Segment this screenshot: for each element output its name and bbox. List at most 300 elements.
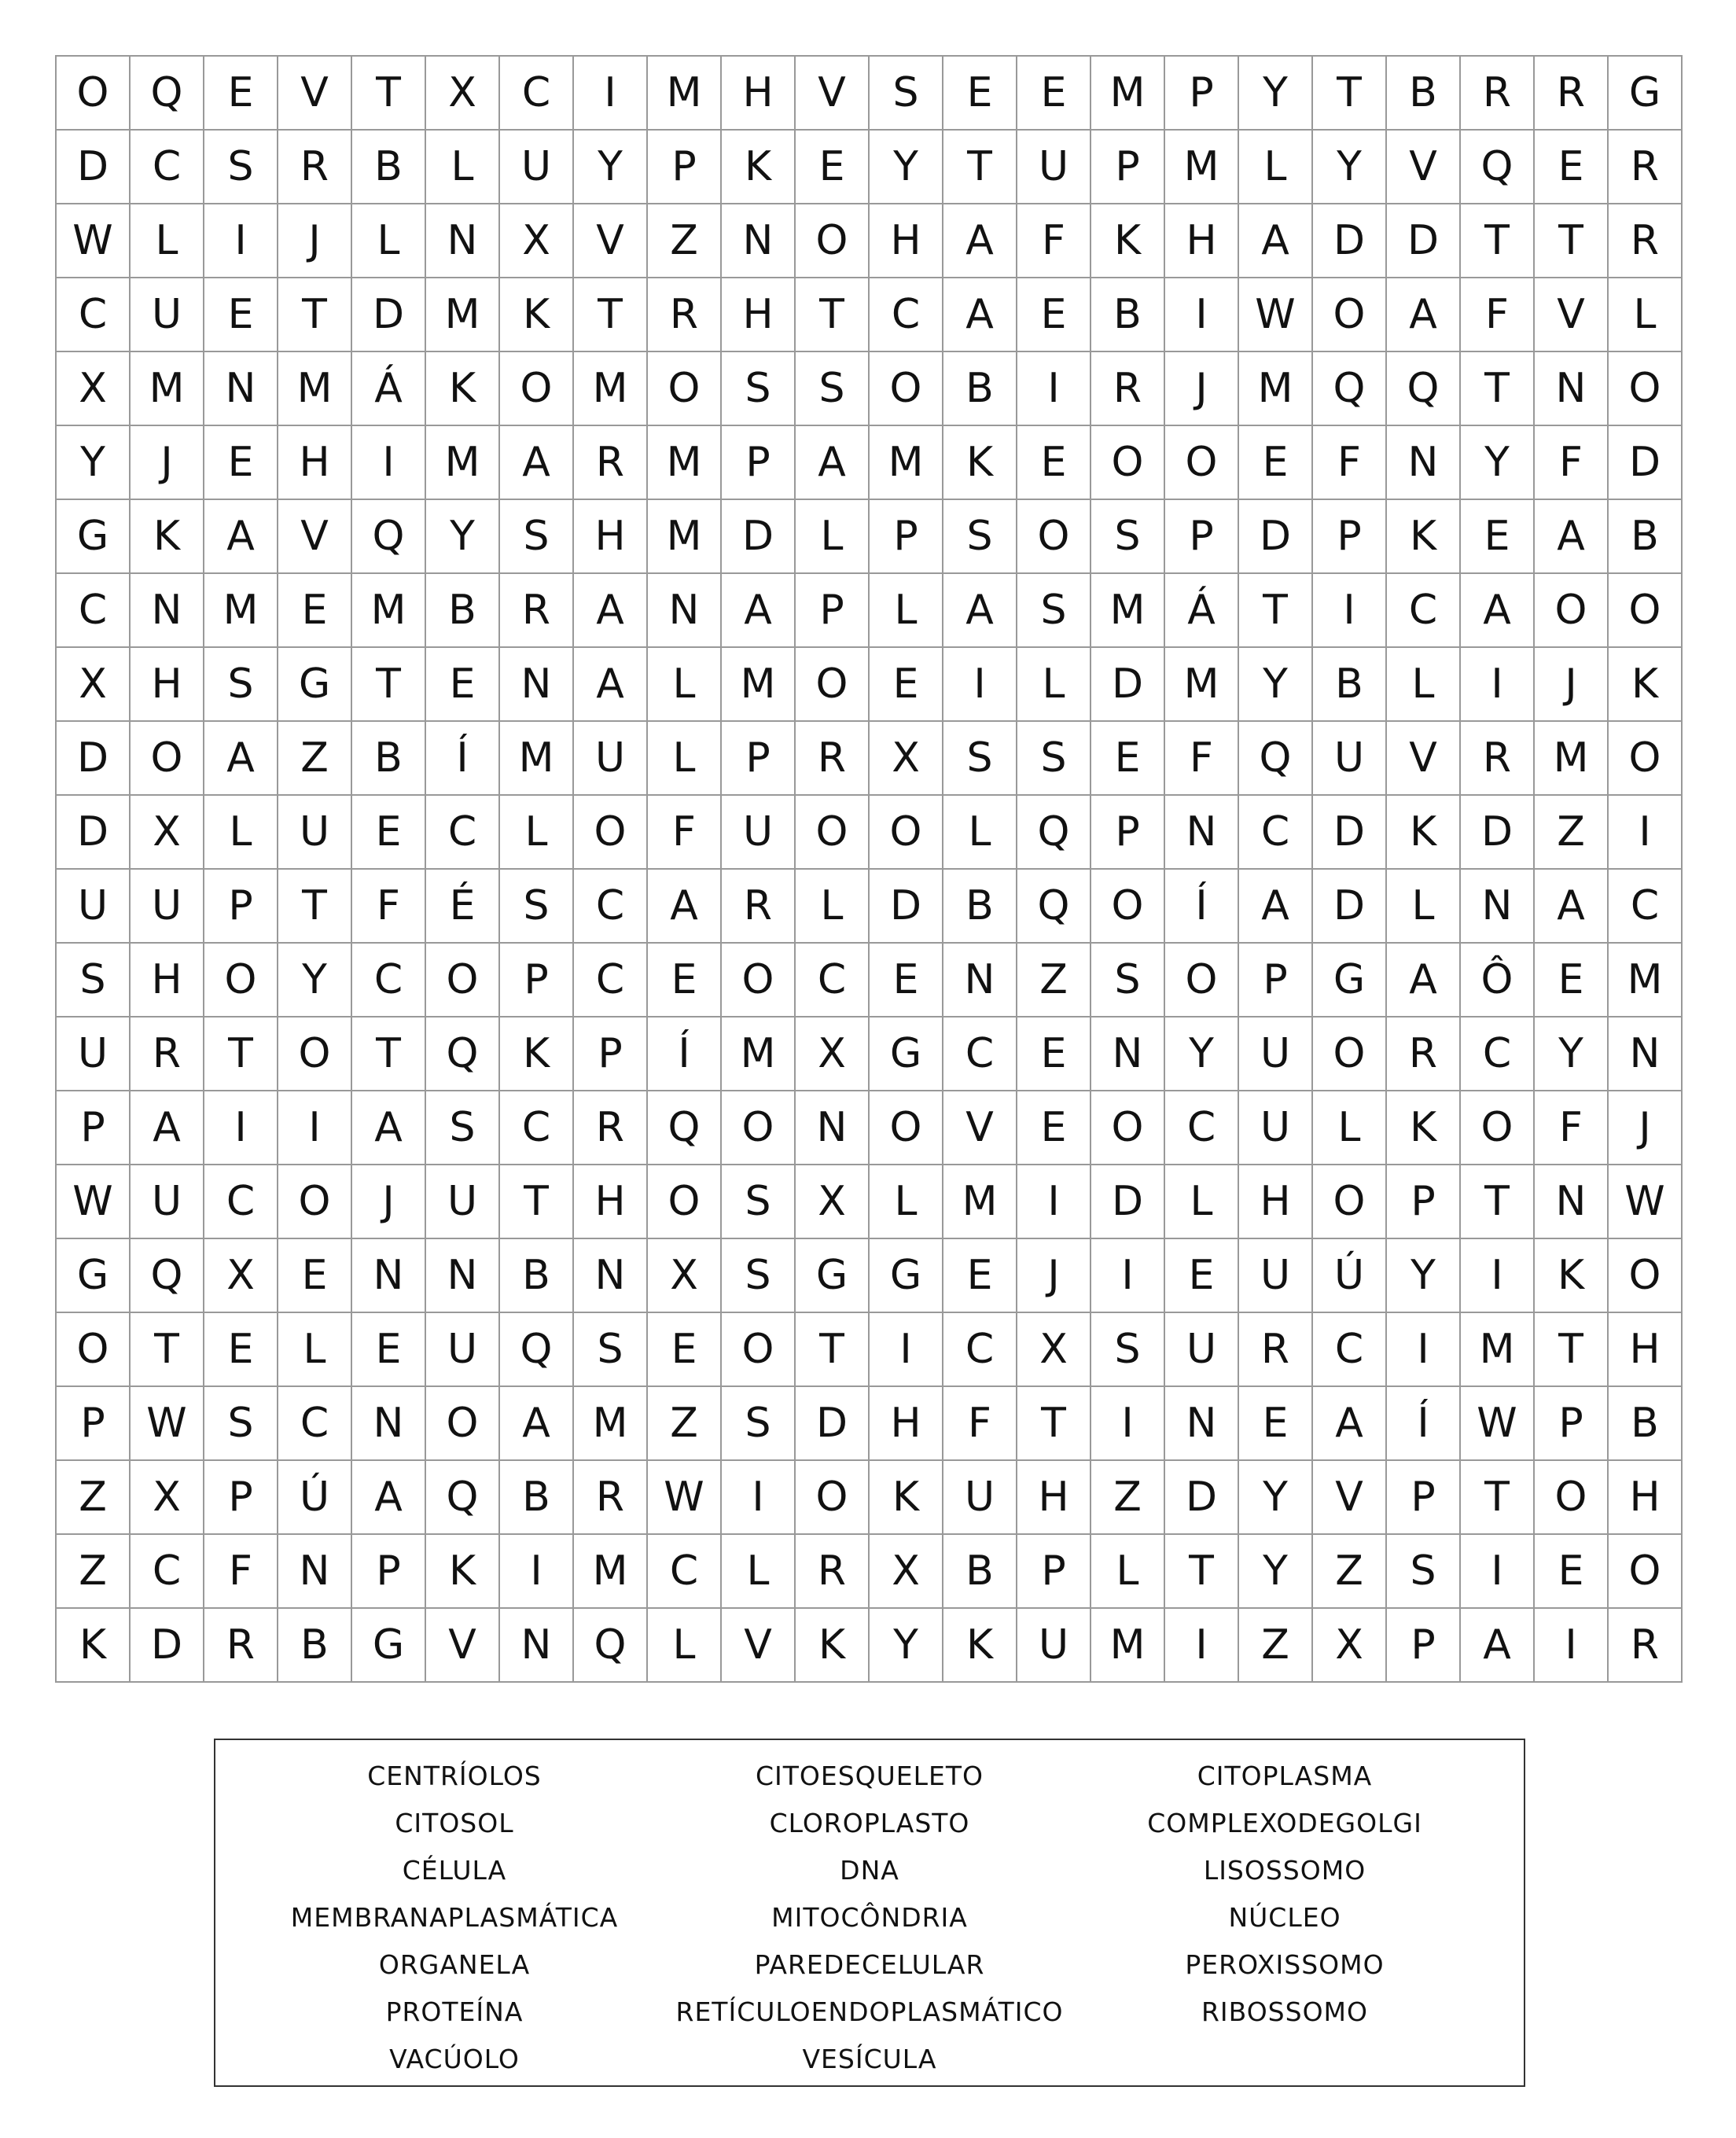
- grid-cell[interactable]: E: [204, 1313, 278, 1387]
- grid-cell[interactable]: E: [1091, 722, 1165, 796]
- grid-cell[interactable]: Y: [870, 131, 943, 204]
- grid-cell[interactable]: O: [1535, 574, 1609, 648]
- grid-cell[interactable]: T: [1313, 57, 1387, 131]
- grid-cell[interactable]: M: [648, 500, 722, 574]
- grid-cell[interactable]: V: [278, 57, 352, 131]
- grid-cell[interactable]: H: [1239, 1165, 1313, 1239]
- grid-cell[interactable]: H: [574, 500, 648, 574]
- grid-cell[interactable]: Y: [1239, 648, 1313, 722]
- grid-cell[interactable]: O: [500, 352, 574, 426]
- grid-cell[interactable]: N: [574, 1239, 648, 1313]
- grid-cell[interactable]: U: [131, 870, 204, 944]
- grid-cell[interactable]: I: [1387, 1313, 1461, 1387]
- grid-cell[interactable]: O: [1535, 1461, 1609, 1535]
- grid-cell[interactable]: T: [204, 1017, 278, 1091]
- grid-cell[interactable]: G: [796, 1239, 870, 1313]
- grid-cell[interactable]: U: [57, 1017, 131, 1091]
- grid-cell[interactable]: É: [426, 870, 500, 944]
- grid-cell[interactable]: R: [796, 1535, 870, 1609]
- grid-cell[interactable]: O: [1165, 944, 1239, 1017]
- grid-cell[interactable]: B: [278, 1609, 352, 1683]
- grid-cell[interactable]: G: [57, 1239, 131, 1313]
- grid-cell[interactable]: L: [204, 796, 278, 870]
- grid-cell[interactable]: T: [352, 648, 426, 722]
- grid-cell[interactable]: K: [426, 352, 500, 426]
- grid-cell[interactable]: W: [1461, 1387, 1535, 1461]
- grid-cell[interactable]: R: [500, 574, 574, 648]
- grid-cell[interactable]: N: [278, 1535, 352, 1609]
- grid-cell[interactable]: W: [131, 1387, 204, 1461]
- grid-cell[interactable]: B: [1313, 648, 1387, 722]
- grid-cell[interactable]: Z: [1313, 1535, 1387, 1609]
- grid-cell[interactable]: K: [131, 500, 204, 574]
- grid-cell[interactable]: P: [1091, 131, 1165, 204]
- grid-cell[interactable]: O: [57, 57, 131, 131]
- grid-cell[interactable]: C: [131, 1535, 204, 1609]
- grid-cell[interactable]: N: [796, 1091, 870, 1165]
- grid-cell[interactable]: M: [278, 352, 352, 426]
- grid-cell[interactable]: R: [722, 870, 796, 944]
- grid-cell[interactable]: N: [648, 574, 722, 648]
- grid-cell[interactable]: B: [943, 1535, 1017, 1609]
- grid-cell[interactable]: S: [500, 870, 574, 944]
- grid-cell[interactable]: Q: [1017, 796, 1091, 870]
- grid-cell[interactable]: M: [1091, 574, 1165, 648]
- grid-cell[interactable]: N: [1165, 1387, 1239, 1461]
- grid-cell[interactable]: E: [1165, 1239, 1239, 1313]
- grid-cell[interactable]: Z: [1239, 1609, 1313, 1683]
- grid-cell[interactable]: P: [722, 426, 796, 500]
- grid-cell[interactable]: F: [1313, 426, 1387, 500]
- grid-cell[interactable]: B: [943, 870, 1017, 944]
- grid-cell[interactable]: I: [1165, 1609, 1239, 1683]
- grid-cell[interactable]: Y: [1313, 131, 1387, 204]
- grid-cell[interactable]: L: [796, 870, 870, 944]
- grid-cell[interactable]: G: [1313, 944, 1387, 1017]
- grid-cell[interactable]: N: [1609, 1017, 1683, 1091]
- grid-cell[interactable]: V: [722, 1609, 796, 1683]
- grid-cell[interactable]: S: [870, 57, 943, 131]
- grid-cell[interactable]: L: [352, 204, 426, 278]
- grid-cell[interactable]: H: [870, 204, 943, 278]
- grid-cell[interactable]: K: [1091, 204, 1165, 278]
- grid-cell[interactable]: X: [426, 57, 500, 131]
- grid-cell[interactable]: G: [870, 1017, 943, 1091]
- grid-cell[interactable]: H: [1165, 204, 1239, 278]
- grid-cell[interactable]: Q: [352, 500, 426, 574]
- grid-cell[interactable]: D: [1091, 1165, 1165, 1239]
- grid-cell[interactable]: I: [500, 1535, 574, 1609]
- grid-cell[interactable]: E: [204, 426, 278, 500]
- grid-cell[interactable]: E: [1461, 500, 1535, 574]
- grid-cell[interactable]: R: [204, 1609, 278, 1683]
- grid-cell[interactable]: A: [574, 574, 648, 648]
- grid-cell[interactable]: A: [1535, 870, 1609, 944]
- grid-cell[interactable]: Z: [278, 722, 352, 796]
- grid-cell[interactable]: R: [1239, 1313, 1313, 1387]
- grid-cell[interactable]: A: [1387, 278, 1461, 352]
- grid-cell[interactable]: Y: [1165, 1017, 1239, 1091]
- grid-cell[interactable]: Q: [426, 1017, 500, 1091]
- grid-cell[interactable]: C: [1313, 1313, 1387, 1387]
- grid-cell[interactable]: T: [796, 278, 870, 352]
- grid-cell[interactable]: J: [352, 1165, 426, 1239]
- grid-cell[interactable]: F: [1165, 722, 1239, 796]
- grid-cell[interactable]: R: [1461, 57, 1535, 131]
- grid-cell[interactable]: D: [1609, 426, 1683, 500]
- grid-cell[interactable]: A: [1461, 574, 1535, 648]
- grid-cell[interactable]: E: [870, 648, 943, 722]
- grid-cell[interactable]: D: [57, 722, 131, 796]
- grid-cell[interactable]: P: [352, 1535, 426, 1609]
- grid-cell[interactable]: Y: [1239, 1535, 1313, 1609]
- grid-cell[interactable]: R: [131, 1017, 204, 1091]
- grid-cell[interactable]: P: [1387, 1165, 1461, 1239]
- grid-cell[interactable]: U: [1017, 1609, 1091, 1683]
- grid-cell[interactable]: M: [1091, 1609, 1165, 1683]
- grid-cell[interactable]: S: [796, 352, 870, 426]
- grid-cell[interactable]: C: [1387, 574, 1461, 648]
- grid-cell[interactable]: V: [943, 1091, 1017, 1165]
- grid-cell[interactable]: E: [1017, 278, 1091, 352]
- grid-cell[interactable]: H: [1017, 1461, 1091, 1535]
- grid-cell[interactable]: H: [870, 1387, 943, 1461]
- grid-cell[interactable]: F: [943, 1387, 1017, 1461]
- grid-cell[interactable]: L: [648, 1609, 722, 1683]
- grid-cell[interactable]: A: [1239, 204, 1313, 278]
- grid-cell[interactable]: J: [1165, 352, 1239, 426]
- grid-cell[interactable]: Q: [500, 1313, 574, 1387]
- grid-cell[interactable]: R: [574, 1091, 648, 1165]
- grid-cell[interactable]: R: [1461, 722, 1535, 796]
- grid-cell[interactable]: U: [1017, 131, 1091, 204]
- grid-cell[interactable]: D: [1461, 796, 1535, 870]
- grid-cell[interactable]: K: [1387, 796, 1461, 870]
- grid-cell[interactable]: T: [1239, 574, 1313, 648]
- grid-cell[interactable]: M: [1165, 648, 1239, 722]
- grid-cell[interactable]: E: [352, 796, 426, 870]
- grid-cell[interactable]: F: [648, 796, 722, 870]
- grid-cell[interactable]: O: [1461, 1091, 1535, 1165]
- grid-cell[interactable]: E: [1535, 131, 1609, 204]
- grid-cell[interactable]: M: [574, 1387, 648, 1461]
- grid-cell[interactable]: T: [574, 278, 648, 352]
- grid-cell[interactable]: H: [722, 278, 796, 352]
- grid-cell[interactable]: C: [870, 278, 943, 352]
- grid-cell[interactable]: M: [500, 722, 574, 796]
- grid-cell[interactable]: S: [574, 1313, 648, 1387]
- grid-cell[interactable]: I: [1017, 352, 1091, 426]
- grid-cell[interactable]: W: [1609, 1165, 1683, 1239]
- grid-cell[interactable]: T: [943, 131, 1017, 204]
- grid-cell[interactable]: T: [1165, 1535, 1239, 1609]
- grid-cell[interactable]: A: [722, 574, 796, 648]
- grid-cell[interactable]: F: [1461, 278, 1535, 352]
- grid-cell[interactable]: E: [1239, 426, 1313, 500]
- grid-cell[interactable]: R: [574, 426, 648, 500]
- grid-cell[interactable]: A: [204, 500, 278, 574]
- grid-cell[interactable]: E: [426, 648, 500, 722]
- grid-cell[interactable]: P: [57, 1091, 131, 1165]
- grid-cell[interactable]: U: [426, 1165, 500, 1239]
- grid-cell[interactable]: L: [870, 1165, 943, 1239]
- grid-cell[interactable]: L: [648, 722, 722, 796]
- grid-cell[interactable]: S: [500, 500, 574, 574]
- grid-cell[interactable]: Y: [1239, 1461, 1313, 1535]
- grid-cell[interactable]: M: [204, 574, 278, 648]
- grid-cell[interactable]: C: [648, 1535, 722, 1609]
- grid-cell[interactable]: L: [426, 131, 500, 204]
- grid-cell[interactable]: K: [1387, 1091, 1461, 1165]
- grid-cell[interactable]: A: [1313, 1387, 1387, 1461]
- grid-cell[interactable]: L: [722, 1535, 796, 1609]
- grid-cell[interactable]: J: [1017, 1239, 1091, 1313]
- grid-cell[interactable]: E: [1535, 1535, 1609, 1609]
- grid-cell[interactable]: T: [1461, 1461, 1535, 1535]
- grid-cell[interactable]: Q: [1313, 352, 1387, 426]
- grid-cell[interactable]: I: [722, 1461, 796, 1535]
- grid-cell[interactable]: H: [1609, 1461, 1683, 1535]
- grid-cell[interactable]: B: [500, 1461, 574, 1535]
- grid-cell[interactable]: O: [1313, 1017, 1387, 1091]
- grid-cell[interactable]: I: [1461, 648, 1535, 722]
- grid-cell[interactable]: R: [574, 1461, 648, 1535]
- grid-cell[interactable]: N: [1091, 1017, 1165, 1091]
- grid-cell[interactable]: C: [1239, 796, 1313, 870]
- grid-cell[interactable]: O: [57, 1313, 131, 1387]
- grid-cell[interactable]: C: [500, 1091, 574, 1165]
- grid-cell[interactable]: T: [500, 1165, 574, 1239]
- grid-cell[interactable]: G: [278, 648, 352, 722]
- grid-cell[interactable]: M: [1091, 57, 1165, 131]
- grid-cell[interactable]: X: [57, 352, 131, 426]
- grid-cell[interactable]: X: [870, 722, 943, 796]
- grid-cell[interactable]: D: [1239, 500, 1313, 574]
- grid-cell[interactable]: V: [574, 204, 648, 278]
- grid-cell[interactable]: C: [796, 944, 870, 1017]
- grid-cell[interactable]: Ú: [278, 1461, 352, 1535]
- grid-cell[interactable]: Q: [131, 57, 204, 131]
- grid-cell[interactable]: I: [1461, 1535, 1535, 1609]
- grid-cell[interactable]: O: [1091, 426, 1165, 500]
- grid-cell[interactable]: L: [1017, 648, 1091, 722]
- grid-cell[interactable]: L: [131, 204, 204, 278]
- grid-cell[interactable]: O: [796, 1461, 870, 1535]
- grid-cell[interactable]: A: [943, 204, 1017, 278]
- grid-cell[interactable]: O: [870, 796, 943, 870]
- grid-cell[interactable]: E: [648, 944, 722, 1017]
- grid-cell[interactable]: Z: [648, 1387, 722, 1461]
- grid-cell[interactable]: R: [648, 278, 722, 352]
- grid-cell[interactable]: K: [57, 1609, 131, 1683]
- grid-cell[interactable]: O: [1091, 1091, 1165, 1165]
- grid-cell[interactable]: O: [796, 204, 870, 278]
- grid-cell[interactable]: M: [426, 278, 500, 352]
- grid-cell[interactable]: T: [131, 1313, 204, 1387]
- grid-cell[interactable]: A: [943, 574, 1017, 648]
- grid-cell[interactable]: R: [1535, 57, 1609, 131]
- grid-cell[interactable]: S: [1017, 722, 1091, 796]
- grid-cell[interactable]: D: [1313, 870, 1387, 944]
- grid-cell[interactable]: E: [1239, 1387, 1313, 1461]
- grid-cell[interactable]: I: [1091, 1387, 1165, 1461]
- grid-cell[interactable]: S: [1387, 1535, 1461, 1609]
- grid-cell[interactable]: D: [1313, 204, 1387, 278]
- grid-cell[interactable]: Í: [1387, 1387, 1461, 1461]
- grid-cell[interactable]: I: [1017, 1165, 1091, 1239]
- grid-cell[interactable]: I: [1313, 574, 1387, 648]
- grid-cell[interactable]: P: [1387, 1609, 1461, 1683]
- grid-cell[interactable]: R: [1091, 352, 1165, 426]
- grid-cell[interactable]: B: [1091, 278, 1165, 352]
- grid-cell[interactable]: L: [648, 648, 722, 722]
- grid-cell[interactable]: A: [943, 278, 1017, 352]
- grid-cell[interactable]: M: [1461, 1313, 1535, 1387]
- grid-cell[interactable]: H: [278, 426, 352, 500]
- grid-cell[interactable]: A: [574, 648, 648, 722]
- grid-cell[interactable]: U: [1165, 1313, 1239, 1387]
- grid-cell[interactable]: J: [1535, 648, 1609, 722]
- grid-cell[interactable]: P: [1017, 1535, 1091, 1609]
- grid-cell[interactable]: O: [278, 1165, 352, 1239]
- grid-cell[interactable]: G: [1609, 57, 1683, 131]
- grid-cell[interactable]: N: [1461, 870, 1535, 944]
- grid-cell[interactable]: Í: [648, 1017, 722, 1091]
- grid-cell[interactable]: I: [204, 1091, 278, 1165]
- grid-cell[interactable]: E: [352, 1313, 426, 1387]
- grid-cell[interactable]: S: [722, 1239, 796, 1313]
- grid-cell[interactable]: Q: [648, 1091, 722, 1165]
- grid-cell[interactable]: U: [57, 870, 131, 944]
- grid-cell[interactable]: M: [426, 426, 500, 500]
- grid-cell[interactable]: T: [278, 870, 352, 944]
- grid-cell[interactable]: I: [1165, 278, 1239, 352]
- grid-cell[interactable]: Z: [1017, 944, 1091, 1017]
- grid-cell[interactable]: C: [1609, 870, 1683, 944]
- grid-cell[interactable]: P: [1535, 1387, 1609, 1461]
- grid-cell[interactable]: P: [1165, 57, 1239, 131]
- grid-cell[interactable]: L: [1313, 1091, 1387, 1165]
- grid-cell[interactable]: O: [796, 796, 870, 870]
- grid-cell[interactable]: T: [796, 1313, 870, 1387]
- grid-cell[interactable]: C: [500, 57, 574, 131]
- grid-cell[interactable]: M: [870, 426, 943, 500]
- grid-cell[interactable]: X: [796, 1017, 870, 1091]
- grid-cell[interactable]: O: [1165, 426, 1239, 500]
- grid-cell[interactable]: O: [1609, 1535, 1683, 1609]
- grid-cell[interactable]: S: [426, 1091, 500, 1165]
- grid-cell[interactable]: O: [131, 722, 204, 796]
- grid-cell[interactable]: N: [204, 352, 278, 426]
- grid-cell[interactable]: Ô: [1461, 944, 1535, 1017]
- grid-cell[interactable]: A: [1461, 1609, 1535, 1683]
- grid-cell[interactable]: D: [1313, 796, 1387, 870]
- grid-cell[interactable]: S: [722, 1387, 796, 1461]
- grid-cell[interactable]: O: [870, 352, 943, 426]
- grid-cell[interactable]: O: [574, 796, 648, 870]
- grid-cell[interactable]: B: [1387, 57, 1461, 131]
- grid-cell[interactable]: N: [1535, 1165, 1609, 1239]
- grid-cell[interactable]: E: [204, 278, 278, 352]
- grid-cell[interactable]: X: [131, 796, 204, 870]
- grid-cell[interactable]: Z: [1091, 1461, 1165, 1535]
- grid-cell[interactable]: P: [1165, 500, 1239, 574]
- grid-cell[interactable]: Q: [426, 1461, 500, 1535]
- grid-cell[interactable]: F: [1535, 1091, 1609, 1165]
- grid-cell[interactable]: D: [1165, 1461, 1239, 1535]
- grid-cell[interactable]: D: [1387, 204, 1461, 278]
- grid-cell[interactable]: P: [574, 1017, 648, 1091]
- grid-cell[interactable]: T: [352, 57, 426, 131]
- grid-cell[interactable]: L: [796, 500, 870, 574]
- grid-cell[interactable]: K: [722, 131, 796, 204]
- grid-cell[interactable]: D: [57, 131, 131, 204]
- grid-cell[interactable]: A: [1535, 500, 1609, 574]
- grid-cell[interactable]: G: [870, 1239, 943, 1313]
- grid-cell[interactable]: I: [204, 204, 278, 278]
- grid-cell[interactable]: D: [57, 796, 131, 870]
- grid-cell[interactable]: V: [1535, 278, 1609, 352]
- grid-cell[interactable]: Í: [1165, 870, 1239, 944]
- grid-cell[interactable]: A: [204, 722, 278, 796]
- grid-cell[interactable]: B: [1609, 500, 1683, 574]
- grid-cell[interactable]: O: [1313, 278, 1387, 352]
- grid-cell[interactable]: Y: [426, 500, 500, 574]
- grid-cell[interactable]: P: [870, 500, 943, 574]
- grid-cell[interactable]: P: [204, 1461, 278, 1535]
- grid-cell[interactable]: R: [1609, 1609, 1683, 1683]
- grid-cell[interactable]: E: [278, 1239, 352, 1313]
- grid-cell[interactable]: A: [500, 1387, 574, 1461]
- grid-cell[interactable]: D: [796, 1387, 870, 1461]
- grid-cell[interactable]: M: [574, 352, 648, 426]
- grid-cell[interactable]: K: [796, 1609, 870, 1683]
- grid-cell[interactable]: N: [352, 1387, 426, 1461]
- grid-cell[interactable]: I: [352, 426, 426, 500]
- grid-cell[interactable]: Q: [131, 1239, 204, 1313]
- grid-cell[interactable]: E: [1017, 1091, 1091, 1165]
- grid-cell[interactable]: P: [796, 574, 870, 648]
- grid-cell[interactable]: M: [722, 648, 796, 722]
- grid-cell[interactable]: N: [1165, 796, 1239, 870]
- grid-cell[interactable]: T: [278, 278, 352, 352]
- grid-cell[interactable]: Q: [1239, 722, 1313, 796]
- grid-cell[interactable]: O: [648, 352, 722, 426]
- grid-cell[interactable]: I: [1535, 1609, 1609, 1683]
- grid-cell[interactable]: L: [500, 796, 574, 870]
- grid-cell[interactable]: P: [500, 944, 574, 1017]
- grid-cell[interactable]: X: [796, 1165, 870, 1239]
- grid-cell[interactable]: O: [204, 944, 278, 1017]
- grid-cell[interactable]: A: [131, 1091, 204, 1165]
- grid-cell[interactable]: O: [1609, 722, 1683, 796]
- grid-cell[interactable]: Q: [574, 1609, 648, 1683]
- grid-cell[interactable]: A: [352, 1091, 426, 1165]
- grid-cell[interactable]: S: [943, 500, 1017, 574]
- grid-cell[interactable]: E: [943, 57, 1017, 131]
- grid-cell[interactable]: Y: [1239, 57, 1313, 131]
- grid-cell[interactable]: S: [1017, 574, 1091, 648]
- grid-cell[interactable]: A: [1387, 944, 1461, 1017]
- grid-cell[interactable]: R: [1609, 204, 1683, 278]
- grid-cell[interactable]: Í: [426, 722, 500, 796]
- grid-cell[interactable]: Z: [1535, 796, 1609, 870]
- grid-cell[interactable]: S: [204, 1387, 278, 1461]
- grid-cell[interactable]: P: [57, 1387, 131, 1461]
- grid-cell[interactable]: Y: [57, 426, 131, 500]
- grid-cell[interactable]: V: [1313, 1461, 1387, 1535]
- grid-cell[interactable]: S: [204, 648, 278, 722]
